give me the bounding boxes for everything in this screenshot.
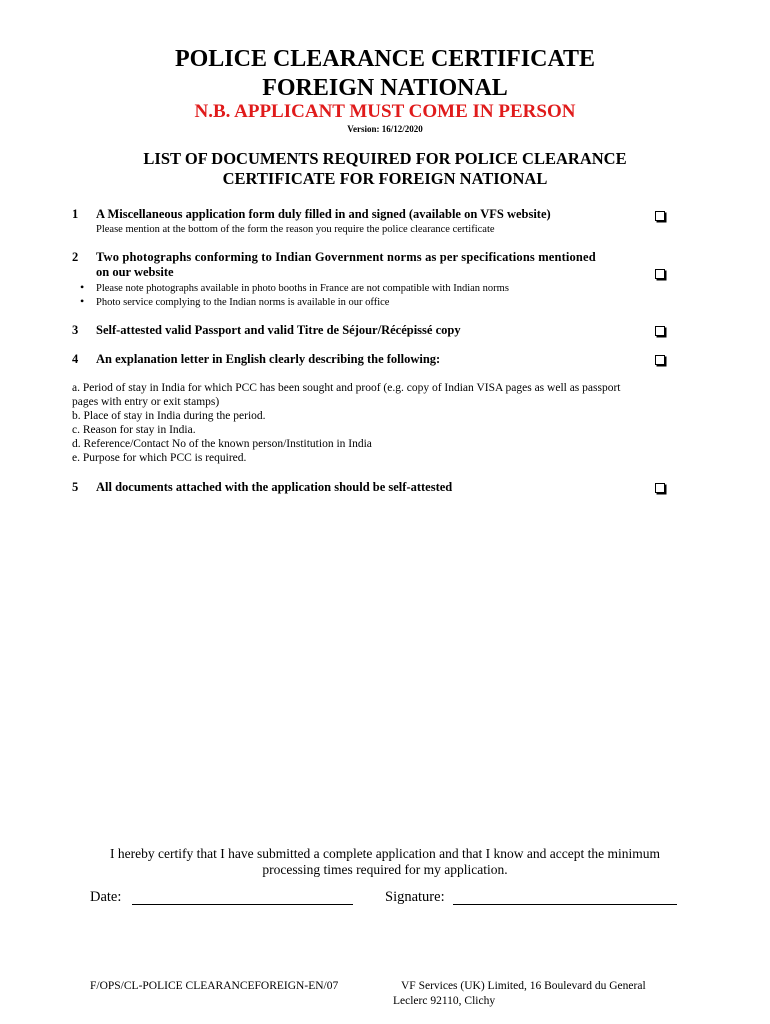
bullet-icon: • <box>80 280 85 294</box>
item-1-text: A Miscellaneous application form duly filled in and signed (available on VFS website) <box>96 207 551 221</box>
footer-form-code: F/OPS/CL-POLICE CLEARANCEFOREIGN-EN/07 <box>90 980 339 992</box>
item-number-4: 4 <box>72 352 79 366</box>
item-3-checkbox[interactable] <box>655 326 665 336</box>
applicant-notice: N.B. APPLICANT MUST COME IN PERSON <box>194 101 576 122</box>
item-5-text: All documents attached with the application should be self-attested <box>96 480 453 494</box>
item-number-3: 3 <box>72 323 79 337</box>
item-1-checkbox[interactable] <box>655 211 665 221</box>
item-2-text-line-1: Two photographs conforming to Indian Government norms as per specifications mentioned <box>96 250 596 264</box>
certification-line-2: processing times required for my application. <box>262 862 508 877</box>
item-3-text: Self-attested valid Passport and valid Titre de Séjour/Récépissé copy <box>96 323 461 337</box>
item-number-1: 1 <box>72 207 79 221</box>
item-4-checkbox[interactable] <box>655 355 665 365</box>
section-title-line-2: CERTIFICATE FOR FOREIGN NATIONAL <box>222 169 548 188</box>
item-4-detail-a-cont: pages with entry or exit stamps) <box>72 396 220 408</box>
item-2-bullet-1: Please note photographs available in photo booths in France are not compatible with Indian norms <box>96 283 509 294</box>
item-4-detail-e: e. Purpose for which PCC is required. <box>72 452 247 464</box>
footer-address-line-2: Leclerc 92110, Clichy <box>393 995 496 1007</box>
item-4-detail-b: b. Place of stay in India during the period. <box>72 410 266 422</box>
certification-line-1: I hereby certify that I have submitted a complete application and that I know and accept the minimum <box>110 846 660 861</box>
title-line-1: POLICE CLEARANCE CERTIFICATE <box>174 46 596 72</box>
signature-field[interactable] <box>453 904 677 905</box>
bullet-icon: • <box>80 294 85 308</box>
item-2-text-line-2: on our website <box>96 265 174 279</box>
item-4-detail-a: a. Period of stay in India for which PCC has been sought and proof (e.g. copy of Indian VISA pages as well as passport <box>72 382 621 394</box>
date-label: Date: <box>90 889 122 905</box>
footer-address-line-1: VF Services (UK) Limited, 16 Boulevard du General <box>401 980 646 992</box>
item-number-5: 5 <box>72 480 79 494</box>
section-title-line-1: LIST OF DOCUMENTS REQUIRED FOR POLICE CLEARANCE <box>143 149 627 168</box>
item-5-checkbox[interactable] <box>655 483 665 493</box>
signature-label: Signature: <box>385 889 445 905</box>
item-number-2: 2 <box>72 250 79 264</box>
item-4-text: An explanation letter in English clearly describing the following: <box>96 352 441 366</box>
item-1-note: Please mention at the bottom of the form the reason you require the police clearance certificate <box>96 224 495 235</box>
item-4-detail-c: c. Reason for stay in India. <box>72 424 196 436</box>
item-2-bullet-2: Photo service complying to the Indian norms is available in our office <box>96 297 390 308</box>
title-line-2: FOREIGN NATIONAL <box>262 75 508 101</box>
date-field[interactable] <box>132 904 353 905</box>
item-2-checkbox[interactable] <box>655 269 665 279</box>
version-label: Version: 16/12/2020 <box>347 124 423 134</box>
item-4-detail-d: d. Reference/Contact No of the known person/Institution in India <box>72 438 372 450</box>
